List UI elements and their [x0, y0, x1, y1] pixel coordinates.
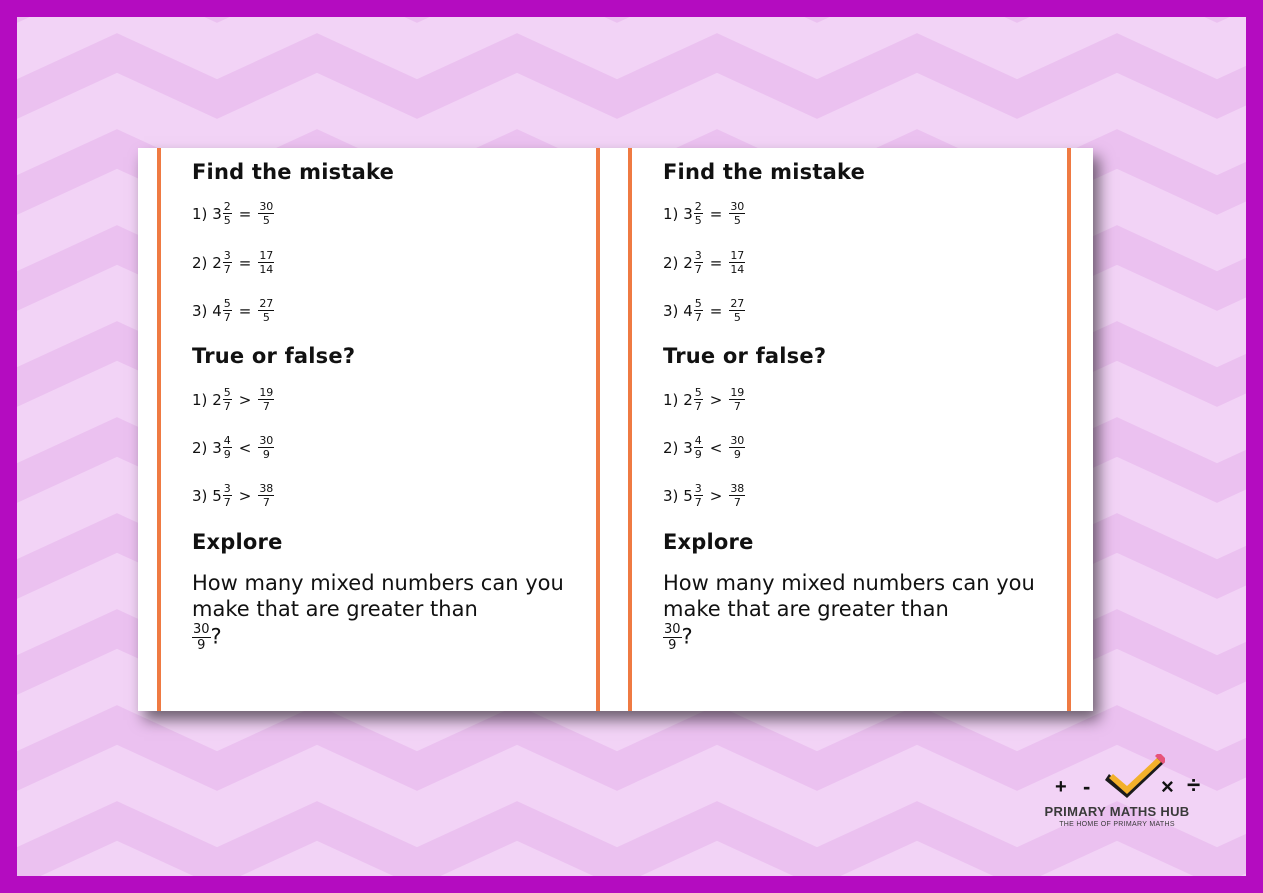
- explore-prompt: How many mixed numbers can you make that are greater than $\frac{30}{9}$ ?: [192, 571, 564, 653]
- divide-icon: ÷: [1187, 772, 1201, 799]
- card-right-border-right: [1067, 148, 1071, 711]
- mistake-question-3: 3) 4 $\frac{5}{7}$ = $\frac{27}{5}$: [192, 297, 274, 324]
- checkmark-icon: [1105, 754, 1165, 800]
- mistake-question-1: 1) 3 $\frac{2}{5}$ = $\frac{30}{5}$: [192, 200, 274, 227]
- card-left-border-right: [596, 148, 600, 711]
- heading-true-or-false: True or false?: [192, 344, 356, 368]
- true-false-question-2: 2) 3 $\frac{4}{9}$ < $\frac{30}{9}$: [663, 434, 745, 461]
- true-false-question-1: 1) 2 $\frac{5}{7}$ > $\frac{19}{7}$: [663, 386, 745, 413]
- mistake-question-2: 2) 2 $\frac{3}{7}$ = $\frac{17}{14}$: [192, 249, 274, 276]
- primary-maths-hub-logo: [1027, 754, 1207, 834]
- heading-find-the-mistake: Find the mistake: [663, 160, 866, 184]
- logo-title: PRIMARY MATHS HUB: [1044, 804, 1190, 819]
- mistake-question-3: 3) 4 $\frac{5}{7}$ = $\frac{27}{5}$: [663, 297, 745, 324]
- explore-prompt: How many mixed numbers can you make that are greater than $\frac{30}{9}$ ?: [663, 571, 1035, 653]
- card-left: [138, 148, 608, 711]
- logo-tagline: THE HOME OF PRIMARY MATHS: [1059, 821, 1175, 828]
- heading-explore: Explore: [192, 530, 283, 554]
- plus-icon: +: [1055, 776, 1067, 798]
- explore-fraction: $\frac{30}{9}$: [193, 622, 210, 653]
- heading-explore: Explore: [663, 530, 754, 554]
- true-false-question-3: 3) 5 $\frac{3}{7}$ > $\frac{38}{7}$: [192, 482, 274, 509]
- page-background: [17, 17, 1246, 876]
- worksheet-sheet: [138, 148, 1093, 711]
- card-right-border: [628, 148, 632, 711]
- heading-find-the-mistake: Find the mistake: [192, 160, 395, 184]
- mistake-question-2: 2) 2 $\frac{3}{7}$ = $\frac{17}{14}$: [663, 249, 745, 276]
- minus-icon: -: [1083, 774, 1091, 799]
- explore-fraction: $\frac{30}{9}$: [664, 622, 681, 653]
- true-false-question-2: 2) 3 $\frac{4}{9}$ < $\frac{30}{9}$: [192, 434, 274, 461]
- mistake-question-1: 1) 3 $\frac{2}{5}$ = $\frac{30}{5}$: [663, 200, 745, 227]
- true-false-question-1: 1) 2 $\frac{5}{7}$ > $\frac{19}{7}$: [192, 386, 274, 413]
- card-left-border: [157, 148, 161, 711]
- card-right: [609, 148, 1093, 711]
- times-icon: ×: [1161, 774, 1174, 799]
- true-false-question-3: 3) 5 $\frac{3}{7}$ > $\frac{38}{7}$: [663, 482, 745, 509]
- heading-true-or-false: True or false?: [663, 344, 827, 368]
